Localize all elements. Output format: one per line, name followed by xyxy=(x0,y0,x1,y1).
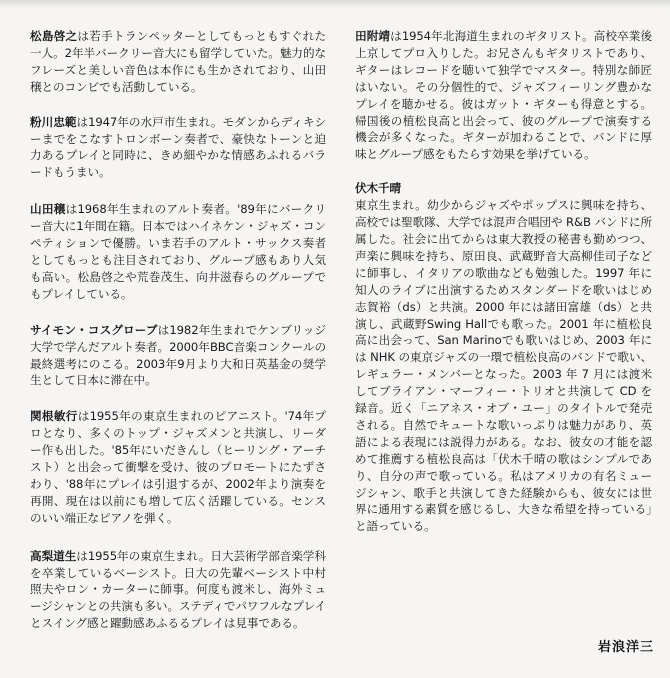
bio-name: 松島啓之 xyxy=(30,29,78,43)
bio-name: 田附靖 xyxy=(355,29,391,43)
bio-text: は若手トランペッターとしてもっともすぐれた一人。2年半バークリー音大にも留学していた。魅力的なフレーズと美しい音色は本作にも生かされており、山田穣とのコンビでも活動している。 xyxy=(30,29,326,94)
bio-name: 伏木千晴 xyxy=(355,181,401,196)
bio-text: は1955年の東京生まれ。日大芸術学部音楽学科を卒業しているベーシスト。日大の先輩ベーシスト中村照夫やロン・カーターに師事。何度も渡米し、海外ミュージシャンとの共演も多い。ステディでパワフルなプレイとスイング感と躍動感あふるるプレイは見事である。 xyxy=(30,548,326,631)
author-signature: 岩浪洋三 xyxy=(597,640,654,655)
bio-name: サイモン・コスグローブ xyxy=(30,322,158,337)
bio-text: 東京生まれ。幼少からジャズやポップスに興味を持ち、高校では聖歌隊、大学では混声合唱団や R&B バンドに所属した。社会に出てからは東大教授の秘書も勤めつつ、声楽に興味を持ち、原田良、武蔵野音大高柳佳司子などに師事し、イタリアの歌曲なども勉強した。1997 年に知人のライブに出演するためスタンダードを歌いはじめ志賀裕（ds）と共演。2000 年には諸田富雄（ds）と共演し、武蔵野Swing Hallでも歌った。2001 年に植松良高に出会って、San Marinoでも歌いはじめ、2003 年には NHK の東京ジャズの一環で植松良高のバンドで歌い、レギュラー・メンバーとなった。2003 年 7 月には渡米してブライアン・マーフィー・トリオと共演して CD を録音。近く「ニアネス・オブ・ユー」のタイトルで発売される。自然でキュートな歌いっぷりは魅力があり、英語による表現には説得力がある。なお、彼女の才能を認めて推薦する植松良高は「伏木千晴の歌はシンプルであり、自分の声で歌っている。私はアメリカの有名ミュージシャン、歌手と共演してきた経験からも、彼女には世界に通用する素質を感じるし、大きな希望を持っている」と語っている。 xyxy=(355,198,652,534)
bio-text: は1968年生まれのアルト奏者。'89年にバークリー音大に1年間在籍。日本ではハイネケン・ジャズ・コンペティションで優勝。いま若手のアルト・サックス奏者としてもっとも注目されており、グループ感もあり人気も高い。松島啓之や荒巻茂生、向井滋春らのグループでもプレイしている。 xyxy=(30,202,327,301)
bio-tatsuki xyxy=(355,28,652,163)
bio-fushiki xyxy=(355,180,652,535)
bio-name: 粉川忠範 xyxy=(30,114,77,129)
bio-yamada xyxy=(30,201,326,302)
bio-cosgrove xyxy=(30,322,326,390)
bio-text: は1982年生まれでケンブリッジ大学で学んだアルト奏者。2000年BBC音楽コンクールの最終選考にのこる。2003年9月より大和日英基金の奨学生として日本に滞在中。 xyxy=(30,322,326,388)
bio-text: は1954年北海道生まれのギタリスト。高校卒業後上京してプロ入りした。お兄さんもギタリストであり、ギターはレコードを聴いて独学でマスター。特別な師匠はいない。その分個性的で、ジャズフィーリング豊かなプレイを聴かせる。彼はガット・ギターも得意とする。帰国後の植松良高と出会って、彼のグループで演奏する機会が多くなった。ギターが加わることで、バンドに厚味とグループ感をもたらす効果を挙げている。 xyxy=(355,29,652,162)
bio-sekine xyxy=(30,408,326,526)
left-column xyxy=(30,28,326,632)
bio-name: 高梨道生 xyxy=(30,548,77,563)
bio-matsushima xyxy=(30,28,326,96)
bio-name: 山田穣 xyxy=(30,202,66,217)
bio-text: は1947年の水戸市生まれ。モダンからディキシーまでをこなすトロンボーン奏者で、豪快なトーンと迫力あるプレイと同時に、きめ細やかな情感あふれるバラードもうまい。 xyxy=(30,114,326,180)
right-column xyxy=(355,28,652,535)
bio-kogawa xyxy=(30,114,326,182)
top-header-strip xyxy=(0,0,670,10)
bio-takanashi xyxy=(30,548,326,633)
bio-name: 関根敏行 xyxy=(30,409,78,424)
bio-text: は1955年の東京生まれのピアニスト。'74年プロとなり、多くのトップ・ジャズメンと共演し、リーダー作も出した。'85年にいだきんし（ヒーリング・アーチスト）と出会って衝撃を受け、彼のプロモートにたずさわり、'88年にプレイは引退するが、2002年より演奏を再開、現在は以前にも増して広く活躍している。センスのいい端正なピアノを弾く。 xyxy=(30,409,326,525)
